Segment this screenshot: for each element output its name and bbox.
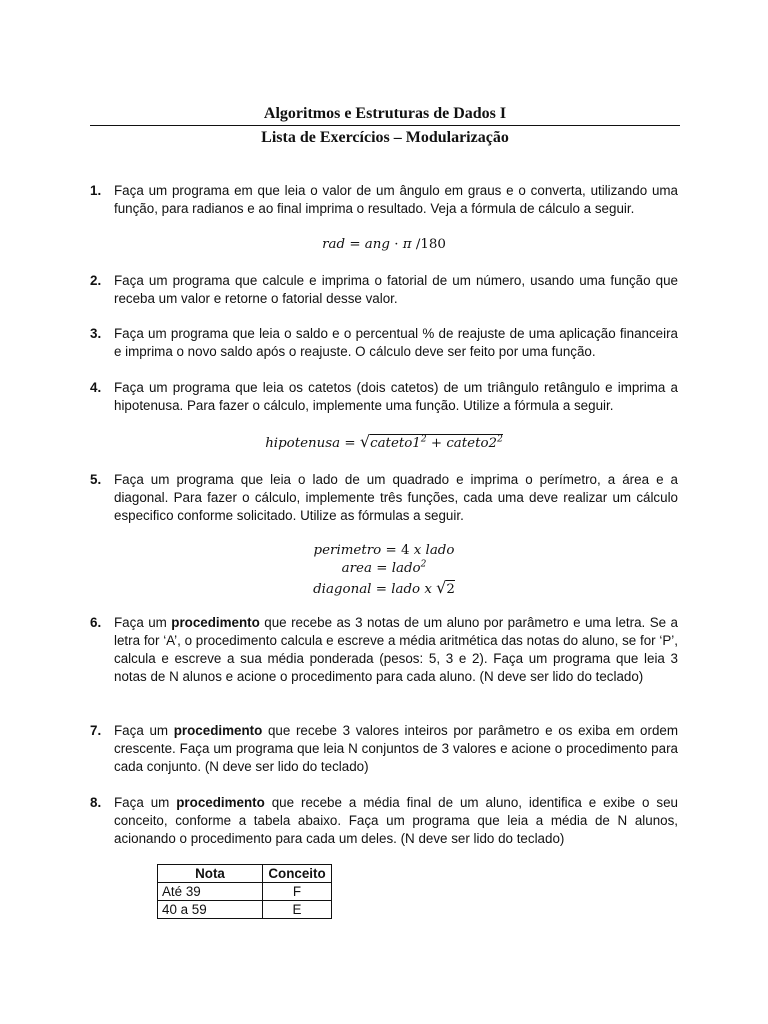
table-cell: E (263, 901, 332, 919)
square-root (360, 433, 503, 453)
exercise-6 (90, 614, 678, 686)
bold-term: procedimento (171, 615, 260, 630)
formula-term: ang (364, 237, 390, 252)
formula-op: · (389, 237, 403, 252)
formula-pi: π (402, 237, 412, 252)
formula-number: 4 (400, 543, 410, 558)
formula-eq: = (340, 436, 360, 451)
table-header-row (158, 865, 332, 883)
exercise-text (114, 614, 678, 686)
formula-lhs: hipotenusa (265, 436, 341, 451)
exercise-7 (90, 722, 678, 776)
exercise-8 (90, 794, 678, 848)
exercise-number: 8. (90, 795, 102, 810)
formula-eq: = (371, 561, 392, 576)
table-cell: Até 39 (158, 883, 263, 901)
formula-eq: = (381, 543, 401, 558)
formula-hipotenusa (90, 433, 678, 453)
exercise-5 (90, 471, 678, 525)
bold-term: procedimento (173, 723, 263, 738)
table-header-cell: Conceito (263, 865, 332, 883)
exercise-text (114, 794, 678, 848)
formula-term: x lado (409, 543, 455, 558)
exercise-number: 5. (90, 472, 102, 487)
formula-term: lado x (391, 582, 437, 597)
table-row (158, 883, 332, 901)
cateto1: cateto1 (370, 436, 421, 451)
bold-term: procedimento (176, 795, 265, 810)
exponent: 2 (420, 434, 427, 445)
formula-tail: /180 (411, 237, 446, 252)
table-cell: 40 a 59 (158, 901, 263, 919)
document-title: Algoritmos e Estruturas de Dados I (90, 104, 680, 126)
exercise-text: Faça um programa que leia o saldo e o percentual % de reajuste de uma aplicação financeira e imprima o novo saldo após o reajuste. O cálculo deve ser feito por uma função. (114, 326, 678, 359)
formula-lhs: area (341, 561, 372, 576)
text-segment: Faça um (114, 615, 172, 630)
exercise-text: Faça um programa que leia os catetos (dois catetos) de um triângulo retângulo e imprima a hipotenusa. Para fazer o cálculo, implemente uma função. Utilize a fórmula a seguir. (114, 380, 678, 413)
radicand: 2 (446, 582, 455, 597)
exercise-number: 2. (90, 273, 102, 288)
text-segment: Faça um (114, 723, 174, 738)
exercise-1 (90, 182, 678, 218)
exercise-number: 4. (90, 380, 102, 395)
formula-area (90, 560, 678, 578)
document-header (90, 104, 680, 149)
exercise-number: 7. (90, 723, 102, 738)
grades-table (157, 864, 332, 919)
exercise-number: 1. (90, 183, 102, 198)
exercise-number: 6. (90, 615, 102, 630)
exercise-4 (90, 379, 678, 415)
table-header-cell: Nota (158, 865, 263, 883)
formula-op: + (426, 436, 447, 451)
formula-lhs: diagonal (313, 582, 372, 597)
formula-lhs: perimetro (313, 543, 382, 558)
exercise-text: Faça um programa que leia o lado de um quadrado e imprima o perímetro, a área e a diagonal. Para fazer o cálculo, implemente três funções, cada uma deve realizar um cálculo especifico conforme solicitado. Utilize as fórmulas a seguir. (114, 472, 678, 523)
formula-rad (90, 236, 678, 254)
exercise-text (114, 722, 678, 776)
formula-diagonal (90, 579, 678, 599)
cateto2: cateto2 (446, 436, 498, 451)
exercise-3 (90, 325, 678, 361)
exponent: 2 (497, 434, 503, 445)
formula-eq: = (371, 582, 392, 597)
table-row (158, 901, 332, 919)
radical-sign-icon: √ (436, 578, 447, 597)
formula-term: lado (391, 561, 421, 576)
exponent: 2 (420, 559, 427, 570)
radical-sign-icon: √ (359, 432, 371, 451)
exercise-text: Faça um programa em que leia o valor de um ângulo em graus e o converta, utilizando uma função, para radianos e ao final imprima o resultado. Veja a fórmula de cálculo a seguir. (114, 183, 678, 216)
exercise-2 (90, 272, 678, 308)
text-segment: que recebe a média final de um aluno, identifica e exibe o seu conceito, conforme a tabela abaixo. Faça um programa que leia a média de N alunos, acionando o procedimento para cada um deles. (N deve ser lido do teclado) (114, 795, 679, 846)
text-segment: que recebe 3 valores inteiros por parâmetro e os exiba em ordem crescente. Faça um programa que leia N conjuntos de 3 valores e acione o procedimento para cada conjunto. (N deve ser lido do teclado) (114, 723, 678, 774)
exercise-number: 3. (90, 326, 102, 341)
document-subtitle: Lista de Exercícios – Modularização (261, 129, 509, 146)
formula-eq: = (345, 237, 365, 252)
table-cell: F (263, 883, 332, 901)
exercise-text: Faça um programa que calcule e imprima o fatorial de um número, usando uma função que receba um valor e retorne o fatorial desse valor. (114, 273, 678, 306)
formula-lhs: rad (322, 237, 346, 252)
text-segment: Faça um (114, 795, 177, 810)
text-segment: que recebe as 3 notas de um aluno por parâmetro e uma letra. Se a letra for ‘A’, o procedimento calcula e escreve a média aritmética das notas do aluno, se for ‘P’, calcula e escreve a sua média ponderada (pesos: 5, 3 e 2). Faça um programa que leia 3 notas de N alunos e acione o procedimento para cada aluno. (N deve ser lido do teclado) (114, 615, 678, 684)
radicand (370, 434, 503, 451)
formula-perimetro (90, 542, 678, 560)
square-root (436, 579, 455, 599)
